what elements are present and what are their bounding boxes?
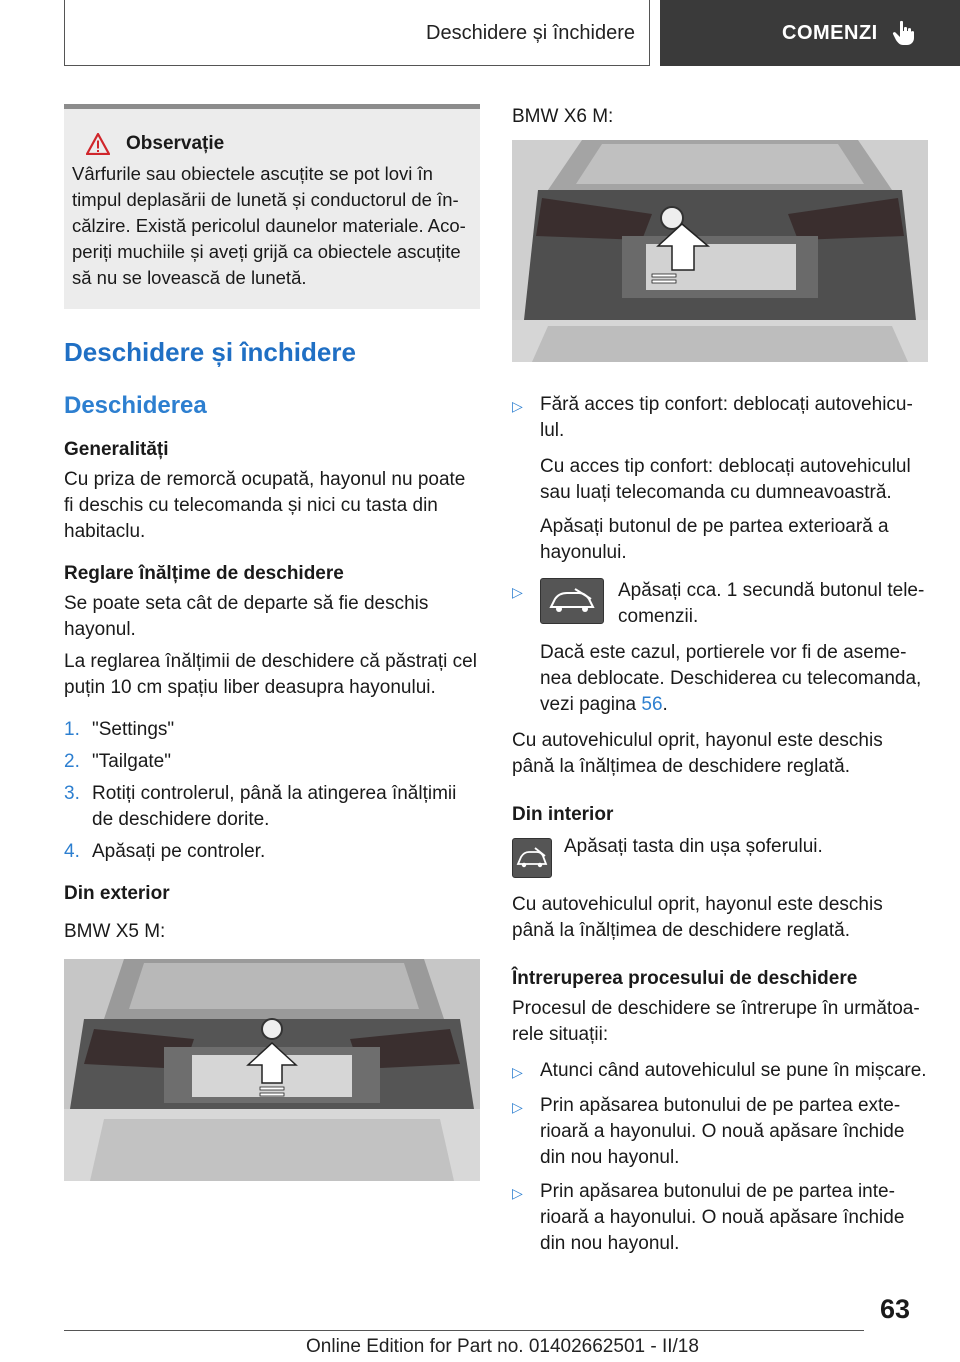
triangle-bullet-icon: ▷ xyxy=(512,1185,523,1201)
triangle-bullet-icon: ▷ xyxy=(512,584,523,600)
list-item xyxy=(512,392,928,444)
list-item xyxy=(512,578,928,630)
step-item xyxy=(64,749,480,775)
page-number: 63 xyxy=(880,1294,911,1324)
step-text: Fără acces tip confort: deblocați autovehiculul. xyxy=(540,394,913,441)
step-number: 3. xyxy=(64,783,80,804)
heading-main: Deschidere și închidere xyxy=(64,337,356,367)
height-steps xyxy=(64,717,480,865)
exterior-steps-2 xyxy=(512,578,928,630)
step-item xyxy=(64,781,480,833)
interior-text: Apăsați tasta din ușa șoferului. xyxy=(564,836,823,857)
step-number: 4. xyxy=(64,841,80,862)
warning-heading xyxy=(72,131,472,157)
list-text: Prin apăsarea butonului de pe partea interioară a hayonului. O nouă apăsare închide din nou hayonul. xyxy=(540,1181,905,1254)
list-item xyxy=(512,1179,928,1257)
hand-pointer-icon xyxy=(892,20,916,46)
after-exterior-text: Cu autovehiculul oprit, hayonul este deschis până la înălțimea de deschidere reglată. xyxy=(512,730,883,777)
warning-triangle-icon xyxy=(86,133,110,155)
running-header-section xyxy=(64,0,650,66)
exterior-steps xyxy=(512,392,928,444)
list-item xyxy=(512,1093,928,1171)
general-text: Cu priza de remorcă ocupată, hayonul nu poate fi deschis cu telecomanda și nici cu tasta din habitaclu. xyxy=(64,469,466,542)
x6-tailgate-illustration xyxy=(512,140,928,362)
step-number: 1. xyxy=(64,719,80,740)
step-text: "Tailgate" xyxy=(92,751,171,772)
x5-label: BMW X5 M: xyxy=(64,921,166,942)
step-text: Apăsați cca. 1 secundă butonul telecomenzii. xyxy=(618,580,925,627)
heading-interior: Din interior xyxy=(512,804,614,825)
step-number: 2. xyxy=(64,751,80,772)
step-subtext xyxy=(512,640,928,718)
step-item xyxy=(64,839,480,865)
step-subtext: Apăsați butonul de pe partea exterioară a hayonului. xyxy=(540,516,889,563)
interior-instruction xyxy=(512,834,928,878)
car-tailgate-button-icon xyxy=(512,838,552,878)
page-link[interactable]: 56 xyxy=(641,694,663,715)
step-text: "Settings" xyxy=(92,719,175,740)
heading-height: Reglare înălțime de deschidere xyxy=(64,563,344,584)
chapter-title: COMENZI xyxy=(782,22,878,44)
interrupt-text: Procesul de deschidere se întrerupe în următoarele situații: xyxy=(512,998,920,1045)
heading-exterior: Din exterior xyxy=(64,883,170,904)
footer-edition: Online Edition for Part no. 01402662501 - II/18 xyxy=(306,1336,699,1357)
heading-opening: Deschiderea xyxy=(64,392,207,419)
remote-note: Dacă este cazul, portierele vor fi de asemenea deblocate. Deschiderea cu telecomanda, vezi pagina xyxy=(540,642,922,715)
list-text: Atunci când autovehiculul se pune în mișcare. xyxy=(540,1060,927,1081)
triangle-bullet-icon: ▷ xyxy=(512,1064,523,1080)
heading-general: Generalități xyxy=(64,439,169,460)
warning-title: Observație xyxy=(126,133,225,154)
period: . xyxy=(662,694,668,715)
right-column xyxy=(512,104,928,1267)
x5-tailgate-illustration xyxy=(64,959,480,1181)
after-interior-text: Cu autovehiculul oprit, hayonul este deschis până la înălțimea de deschidere reglată. xyxy=(512,894,883,941)
step-subtext: Cu acces tip confort: deblocați autovehiculul sau luați telecomanda cu dumneavoastră. xyxy=(540,456,911,503)
footer-divider xyxy=(64,1330,864,1331)
x6-label: BMW X6 M: xyxy=(512,106,614,127)
running-header-chapter xyxy=(660,0,960,66)
interrupt-list xyxy=(512,1058,928,1257)
height-text-1: Se poate seta cât de departe să fie deschis hayonul. xyxy=(64,593,429,640)
section-title: Deschidere și închidere xyxy=(426,21,635,44)
car-tailgate-key-icon xyxy=(540,578,604,624)
step-item xyxy=(64,717,480,743)
warning-text: Vârfurile sau obiectele ascuțite se pot lovi în timpul deplasării de lunetă și conductorul de încălzire. Există pericolul daunelor materiale. Acoperiți muchiile și aveți grijă ca obiectele ascuțite să nu se lovească de lunetă. xyxy=(72,163,466,288)
left-column xyxy=(64,104,480,1205)
step-text: Apăsați pe controler. xyxy=(92,841,266,862)
triangle-bullet-icon: ▷ xyxy=(512,398,523,414)
warning-box xyxy=(64,104,480,309)
list-text: Prin apăsarea butonului de pe partea exterioară a hayonului. O nouă apăsare închide din nou hayonul. xyxy=(540,1095,905,1168)
list-item xyxy=(512,1058,928,1085)
step-text: Rotiți controlerul, până la atingerea înălțimii de deschidere dorite. xyxy=(92,783,457,830)
heading-interrupt: Întreruperea procesului de deschidere xyxy=(512,968,858,989)
height-text-2: La reglarea înălțimii de deschidere că păstrați cel puțin 10 cm spațiu liber deasupra hayonului. xyxy=(64,651,477,698)
triangle-bullet-icon: ▷ xyxy=(512,1099,523,1115)
